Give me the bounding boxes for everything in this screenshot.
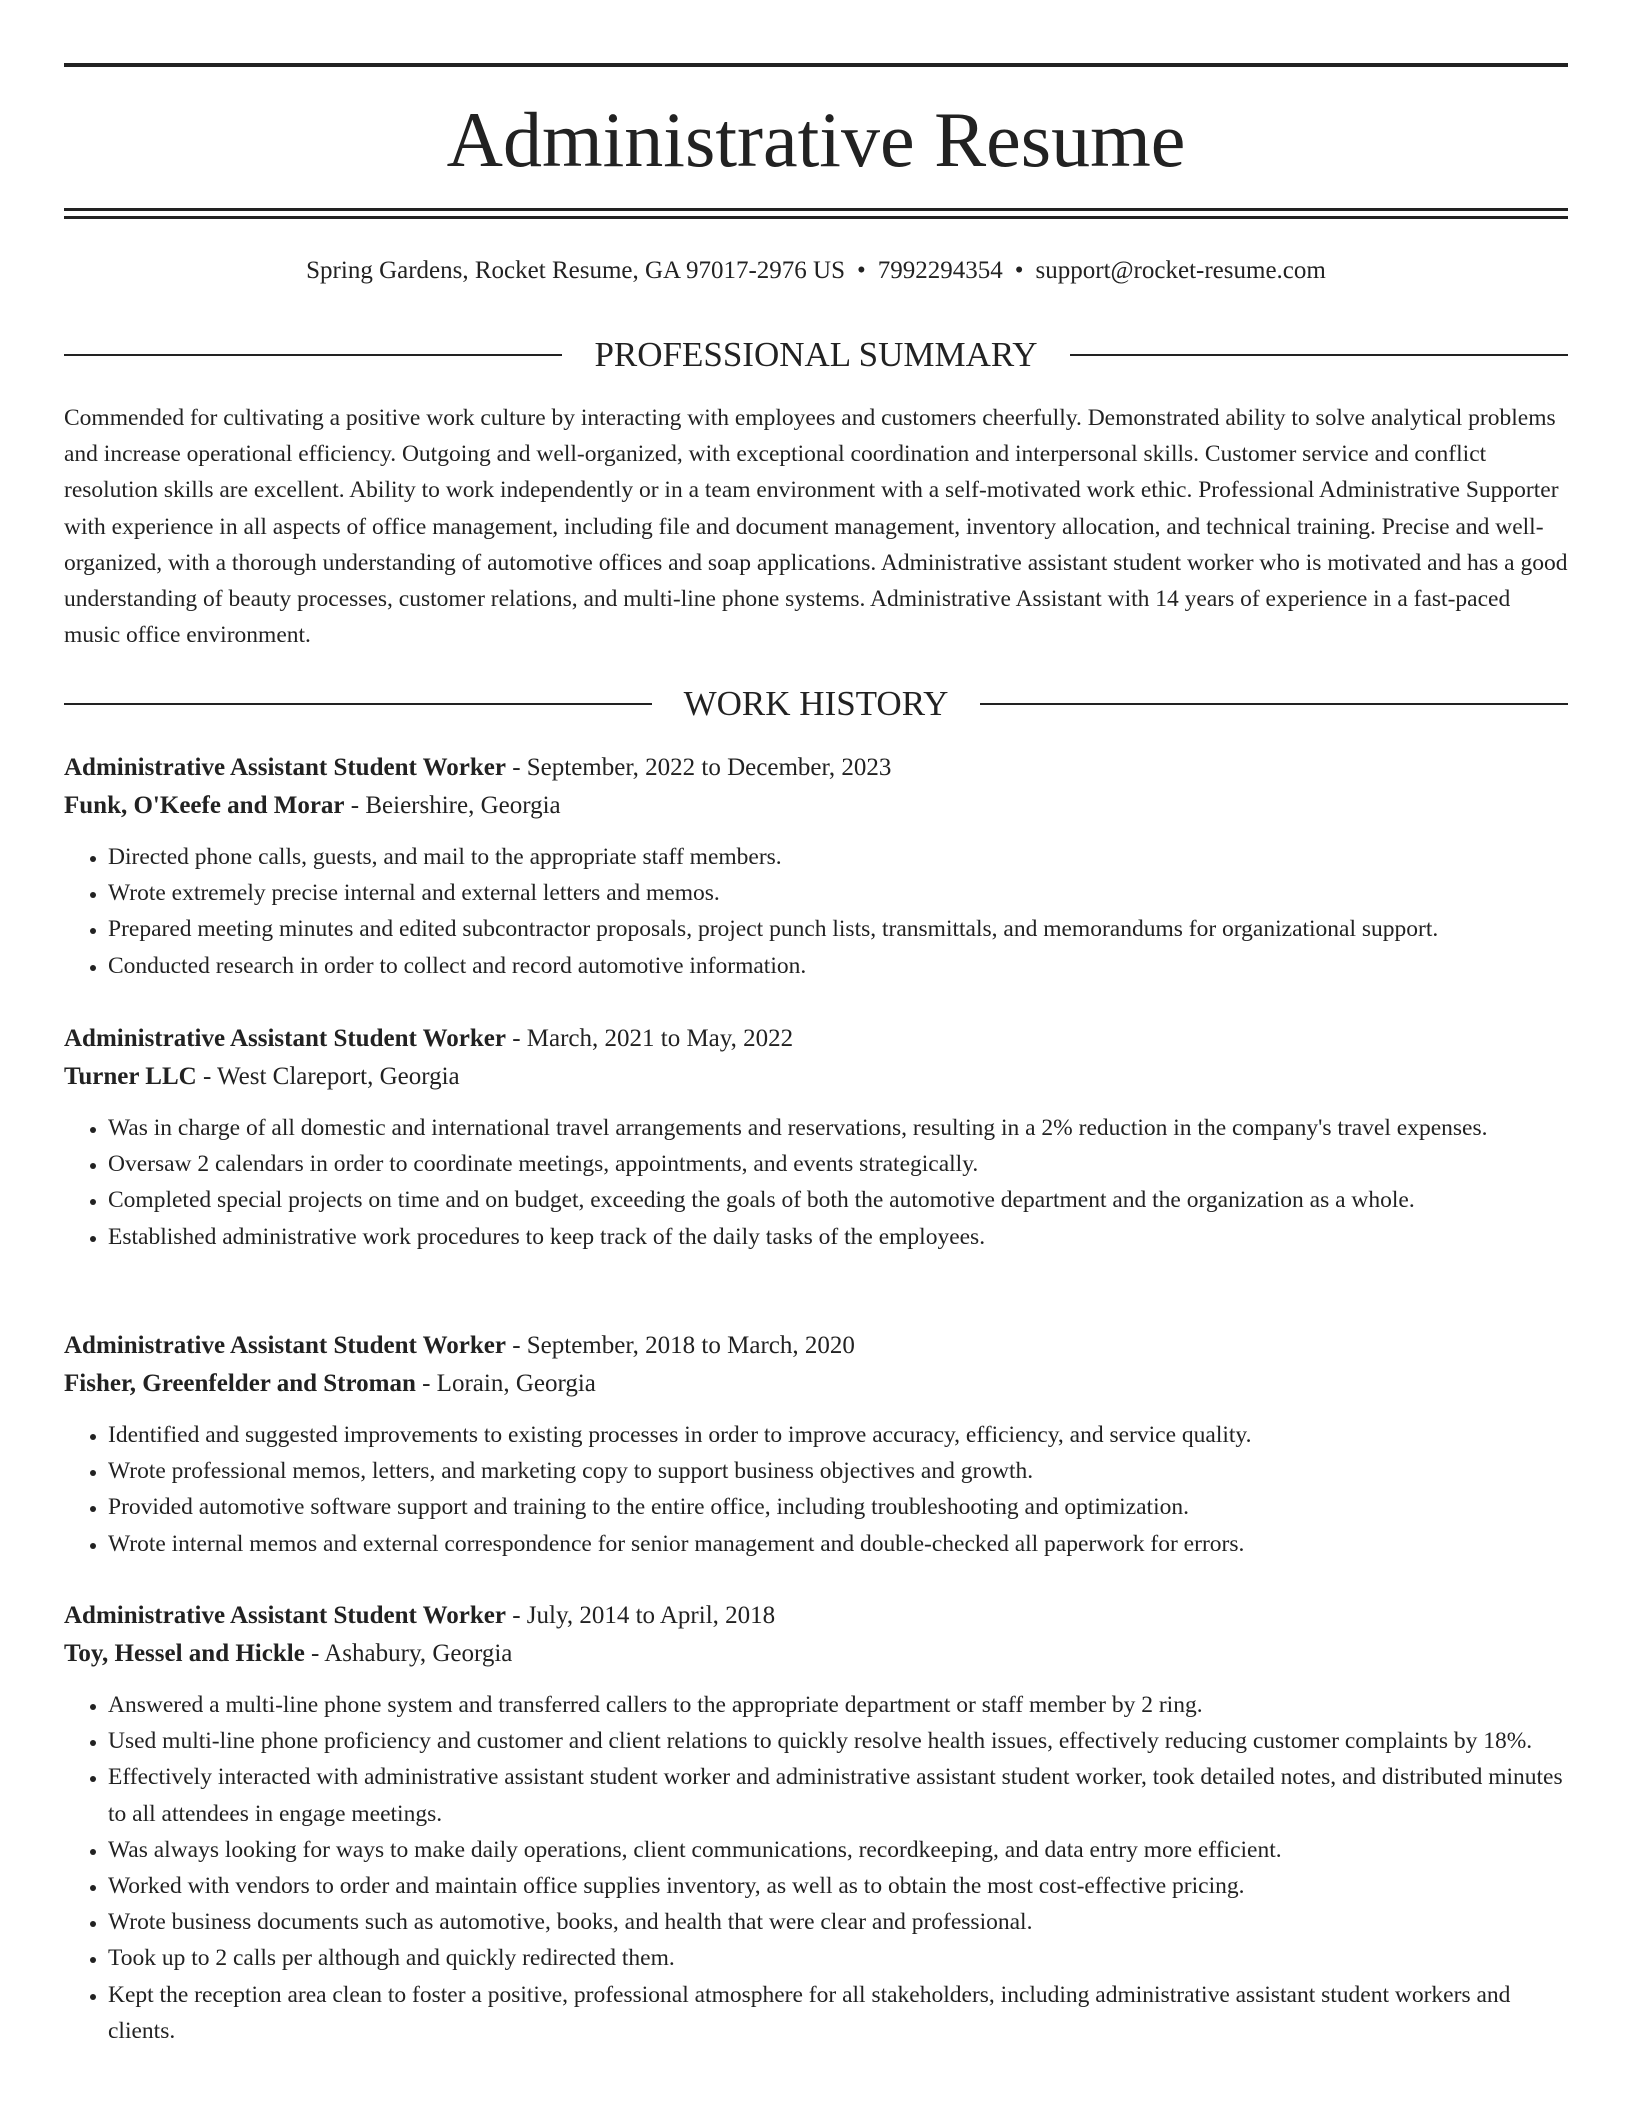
job-bullet-list [64,839,1568,984]
job-company-line [64,1635,1568,1673]
job-entry [64,1327,1568,1562]
job-bullet: • Was always looking for ways to make daily operations, client communications, recordkeeping, and data entry more efficient. [108,1832,1568,1868]
job-bullet: • Wrote professional memos, letters, and marketing copy to support business objectives and growth. [108,1453,1568,1489]
title-underline-rule-second [64,216,1568,219]
job-bullet: • Wrote business documents such as automotive, books, and health that were clear and professional. [108,1904,1568,1940]
work-heading-label: WORK HISTORY [683,684,949,723]
job-bullet: • Kept the reception area clean to foster a positive, professional atmosphere for all stakeholders, including administrative assistant student workers and clients. [108,1977,1568,2049]
job-dates: - July, 2014 to April, 2018 [505,1602,776,1629]
contact-line [64,254,1568,288]
job-bullet: • Took up to 2 calls per although and quickly redirected them. [108,1940,1568,1976]
job-dates: - September, 2022 to December, 2023 [505,754,892,781]
job-bullet: • Was in charge of all domestic and international travel arrangements and reservations, resulting in a 2% reduction in the company's travel expenses. [108,1110,1568,1146]
summary-section-heading [64,333,1568,377]
job-title-line [64,1597,1568,1635]
job-title: Administrative Assistant Student Worker [64,1332,506,1359]
heading-rule-left [64,354,562,356]
job-company-line [64,1365,1568,1403]
job-company-line [64,787,1568,825]
job-entry [64,1020,1568,1255]
job-dates: - September, 2018 to March, 2020 [505,1332,855,1359]
job-company: Funk, O'Keefe and Morar [64,792,345,819]
job-bullet: • Worked with vendors to order and maintain office supplies inventory, as well as to obtain the most cost-effective pricing. [108,1868,1568,1904]
job-bullet-list [64,1110,1568,1255]
job-bullet: • Wrote internal memos and external correspondence for senior management and double-checked all paperwork for errors. [108,1526,1568,1562]
contact-email: support@rocket-resume.com [1035,257,1326,284]
job-bullet: • Established administrative work procedures to keep track of the daily tasks of the employees. [108,1219,1568,1255]
contact-phone: 7992294354 [877,257,1003,284]
job-title-line [64,1327,1568,1365]
job-bullet: • Effectively interacted with administrative assistant student worker and administrative assistant student worker, took detailed notes, and distributed minutes to all attendees in engage meetings. [108,1759,1568,1831]
job-location: - Beiershire, Georgia [344,792,561,819]
summary-heading-label: PROFESSIONAL SUMMARY [594,335,1038,374]
job-title-line [64,749,1568,787]
job-entry [64,749,1568,984]
job-location: - Ashabury, Georgia [304,1640,513,1667]
heading-rule-right [980,703,1568,705]
job-title: Administrative Assistant Student Worker [64,754,506,781]
job-company-line [64,1058,1568,1096]
job-bullet: • Answered a multi-line phone system and transferred callers to the appropriate department or staff member by 2 ring. [108,1687,1568,1723]
professional-summary-text: Commended for cultivating a positive work culture by interacting with employees and customers cheerfully. Demonstrated ability to solve analytical problems and increase operational efficiency. Outgoing and well-organized, with exceptional coordination and interpersonal skills. Customer service and conflict resolution skills are excellent. Ability to work independently or in a team environment with a self-motivated work ethic. Professional Administrative Supporter with experience in all aspects of office management, including file and document management, inventory allocation, and technical training. Precise and well-organized, with a thorough understanding of automotive offices and soap applications. Administrative assistant student worker who is motivated and has a good understanding of beauty processes, customer relations, and multi-line phone systems. Administrative Assistant with 14 years of experience in a fast-paced music office environment. [64,405,1568,649]
job-bullet: • Provided automotive software support and training to the entire office, including troubleshooting and optimization. [108,1489,1568,1525]
job-title: Administrative Assistant Student Worker [64,1602,506,1629]
title-underline-rule [64,208,1568,211]
job-bullet: • Prepared meeting minutes and edited subcontractor proposals, project punch lists, transmittals, and memorandums for organizational support. [108,911,1568,947]
job-title-line [64,1020,1568,1058]
job-title: Administrative Assistant Student Worker [64,1025,506,1052]
contact-separator: • [857,257,866,284]
job-bullet: • Identified and suggested improvements to existing processes in order to improve accuracy, efficiency, and service quality. [108,1417,1568,1453]
top-rule [64,63,1568,67]
resume-title: Administrative Resume [446,96,1186,183]
job-bullet: • Completed special projects on time and on budget, exceeding the goals of both the automotive department and the organization as a whole. [108,1182,1568,1218]
job-bullet-list [64,1687,1568,2049]
job-location: - West Clareport, Georgia [196,1063,460,1090]
job-bullet: • Oversaw 2 calendars in order to coordinate meetings, appointments, and events strategically. [108,1146,1568,1182]
job-bullet: • Directed phone calls, guests, and mail to the appropriate staff members. [108,839,1568,875]
heading-rule-left [64,703,652,705]
job-bullet-list [64,1417,1568,1562]
job-company: Toy, Hessel and Hickle [64,1640,305,1667]
job-location: - Lorain, Georgia [415,1370,596,1397]
job-bullet: • Conducted research in order to collect and record automotive information. [108,948,1568,984]
contact-separator: • [1014,257,1024,284]
work-history-section-heading [64,682,1568,726]
job-dates: - March, 2021 to May, 2022 [505,1025,794,1052]
job-company: Fisher, Greenfelder and Stroman [64,1370,416,1397]
job-company: Turner LLC [64,1063,197,1090]
heading-rule-right [1070,354,1568,356]
contact-address: Spring Gardens, Rocket Resume, GA 97017-2976 US [306,257,845,284]
job-entry [64,1597,1568,2049]
job-bullet: • Wrote extremely precise internal and external letters and memos. [108,875,1568,911]
job-bullet: • Used multi-line phone proficiency and customer and client relations to quickly resolve health issues, effectively reducing customer complaints by 18%. [108,1723,1568,1759]
